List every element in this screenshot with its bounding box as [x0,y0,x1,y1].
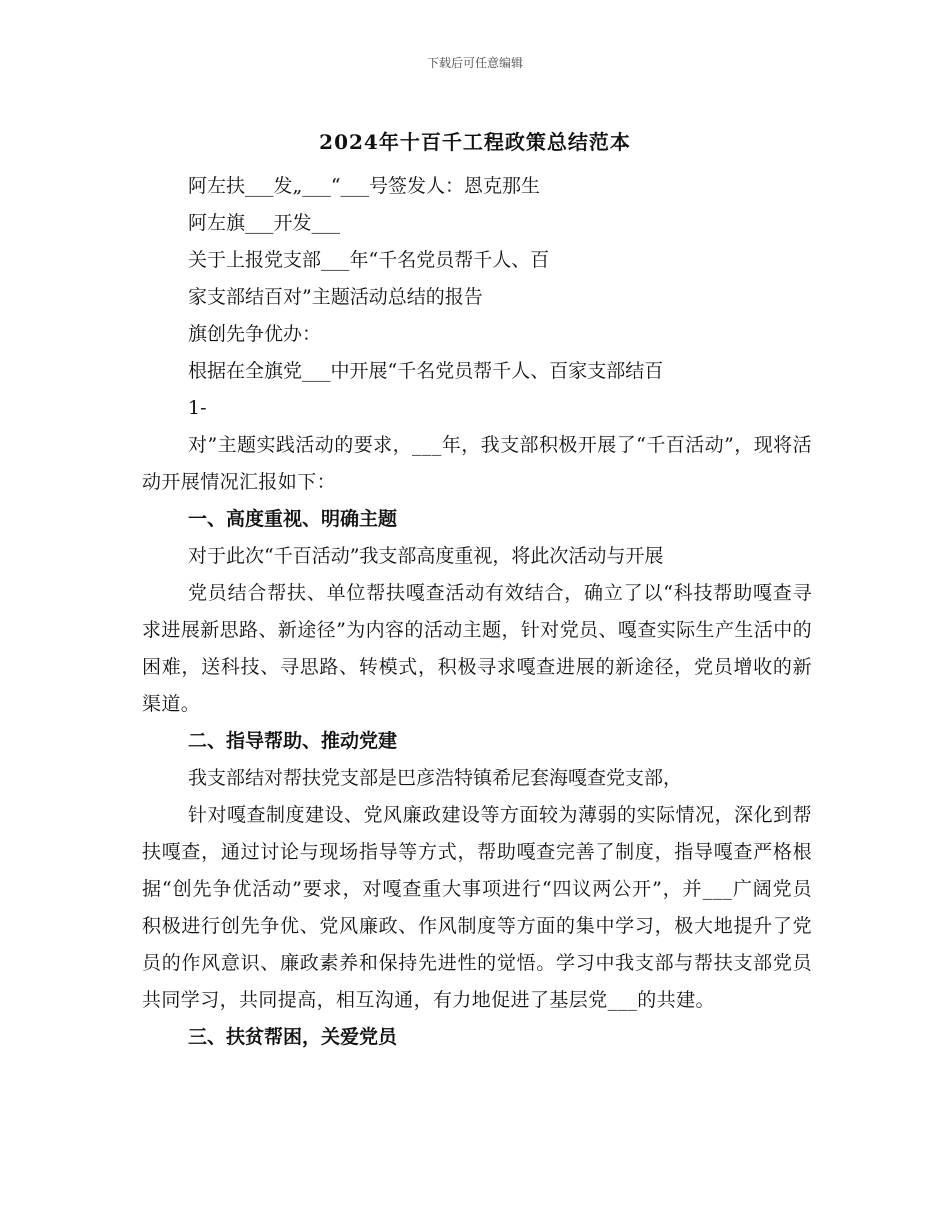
section-heading-2: 二、指导帮助、推动党建 [188,730,398,752]
page-marker: 1- [188,397,207,419]
header-note: 下载后可任意编辑 [426,56,523,70]
section-heading-1: 一、高度重视、明确主题 [188,508,398,530]
recipient-line: 旗创先争优办： [188,323,322,345]
doc-number-line-2: 阿左旗___开发___ [188,212,341,234]
intro-paragraph: 对”主题实践活动的要求，___年，我支部积极开展了“千百活动”，现将活动开展情况汇报如下： [142,434,812,493]
section-heading-3: 三、扶贫帮困，关爱党员 [188,1026,398,1048]
section-1-paragraph: 党员结合帮扶、单位帮扶嘎查活动有效结合，确立了以“科技帮助嘎查寻求进展新思路、新途径”为内容的活动主题，针对党员、嘎查实际生产生活中的困难，送科技、寻思路、转模式，积极寻求嘎查进展的新途径，党员增收的新渠道。 [142,582,812,715]
section-2-line-1: 我支部结对帮扶党支部是巴彦浩特镇希尼套海嘎查党支部， [188,767,683,789]
intro-line-1: 根据在全旗党___中开展“千名党员帮千人、百家支部结百 [188,360,664,382]
subject-line-2: 家支部结百对”主题活动总结的报告 [188,286,483,308]
section-2-paragraph: 针对嘎查制度建设、党风廉政建设等方面较为薄弱的实际情况，深化到帮扶嘎查，通过讨论与现场指导等方式，帮助嘎查完善了制度，指导嘎查严格根据“创先争优活动”要求，对嘎查重大事项进行“四议两公开”，并___广阔党员积极进行创先争优、党风廉政、作风制度等方面的集中学习，极大地提升了党员的作风意识、廉政素养和保持先进性的觉悟。学习中我支部与帮扶支部党员共同学习，共同提高，相互沟通，有力地促进了基层党___的共建。 [142,804,812,1011]
subject-line-1: 关于上报党支部___年“千名党员帮千人、百 [188,249,550,271]
doc-number-line: 阿左扶___发„___“___号签发人：恩克那生 [188,175,541,197]
document-title: 2024年十百千工程政策总结范本 [319,130,631,154]
document-body [142,168,812,1056]
section-1-line-1: 对于此次“千百活动”我支部高度重视，将此次活动与开展 [188,545,664,567]
